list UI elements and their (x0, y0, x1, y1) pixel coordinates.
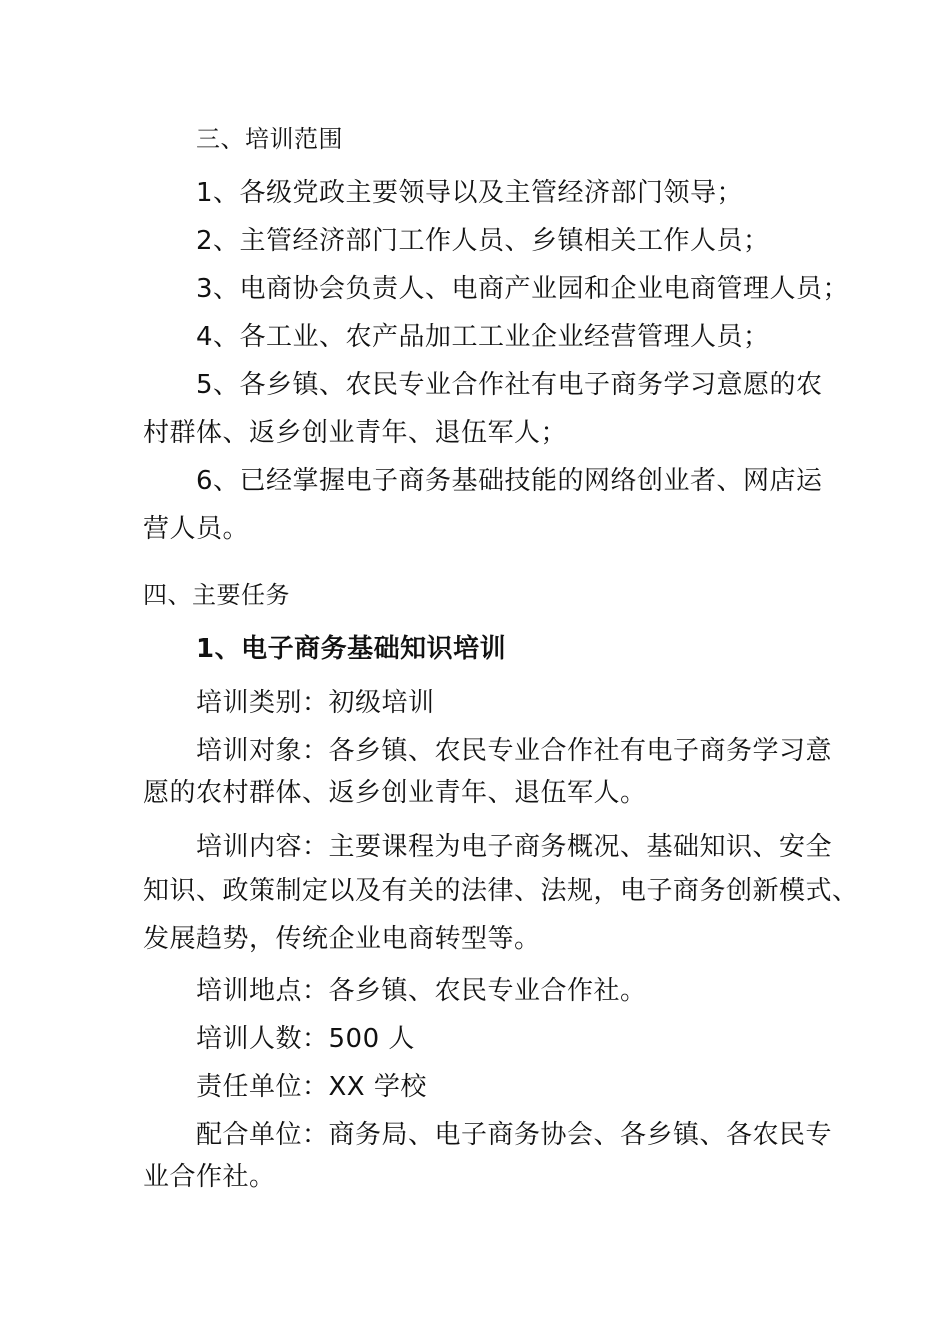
scope-item-5-line-2: 村群体、返乡创业青年、退伍军人； (143, 418, 568, 448)
task-1-content-line-3: 发展趋势，传统企业电商转型等。 (143, 924, 541, 954)
task-1-location: 培训地点：各乡镇、农民专业合作社。 (196, 976, 647, 1006)
scope-item-2: 2、主管经济部门工作人员、乡镇相关工作人员； (196, 226, 770, 256)
task-1-category: 培训类别：初级培训 (196, 688, 435, 718)
scope-item-5-line-1: 5、各乡镇、农民专业合作社有电子商务学习意愿的农 (196, 370, 823, 400)
scope-item-1: 1、各级党政主要领导以及主管经济部门领导； (196, 178, 744, 208)
task-1-headcount: 培训人数：500 人 (196, 1024, 415, 1054)
task-1-title: 1、电子商务基础知识培训 (196, 634, 507, 664)
scope-item-6-line-1: 6、已经掌握电子商务基础技能的网络创业者、网店运 (196, 466, 823, 496)
scope-item-6-line-2: 营人员。 (143, 514, 250, 544)
task-1-cooperating-units-line-2: 业合作社。 (143, 1162, 276, 1192)
section-heading-main-tasks: 四、主要任务 (143, 581, 290, 609)
task-1-content-line-1: 培训内容：主要课程为电子商务概况、基础知识、安全 (196, 832, 833, 862)
task-1-audience-line-2: 愿的农村群体、返乡创业青年、退伍军人。 (143, 778, 647, 808)
task-1-responsible-unit: 责任单位：XX 学校 (196, 1072, 427, 1102)
task-1-audience-line-1: 培训对象：各乡镇、农民专业合作社有电子商务学习意 (196, 736, 833, 766)
section-heading-training-scope: 三、培训范围 (196, 125, 343, 153)
scope-item-4: 4、各工业、农产品加工工业企业经营管理人员； (196, 322, 770, 352)
task-1-content-line-2: 知识、政策制定以及有关的法律、法规，电子商务创新模式、 (143, 876, 859, 906)
task-1-cooperating-units-line-1: 配合单位：商务局、电子商务协会、各乡镇、各农民专 (196, 1120, 833, 1150)
scope-item-3: 3、电商协会负责人、电商产业园和企业电商管理人员； (196, 274, 850, 304)
